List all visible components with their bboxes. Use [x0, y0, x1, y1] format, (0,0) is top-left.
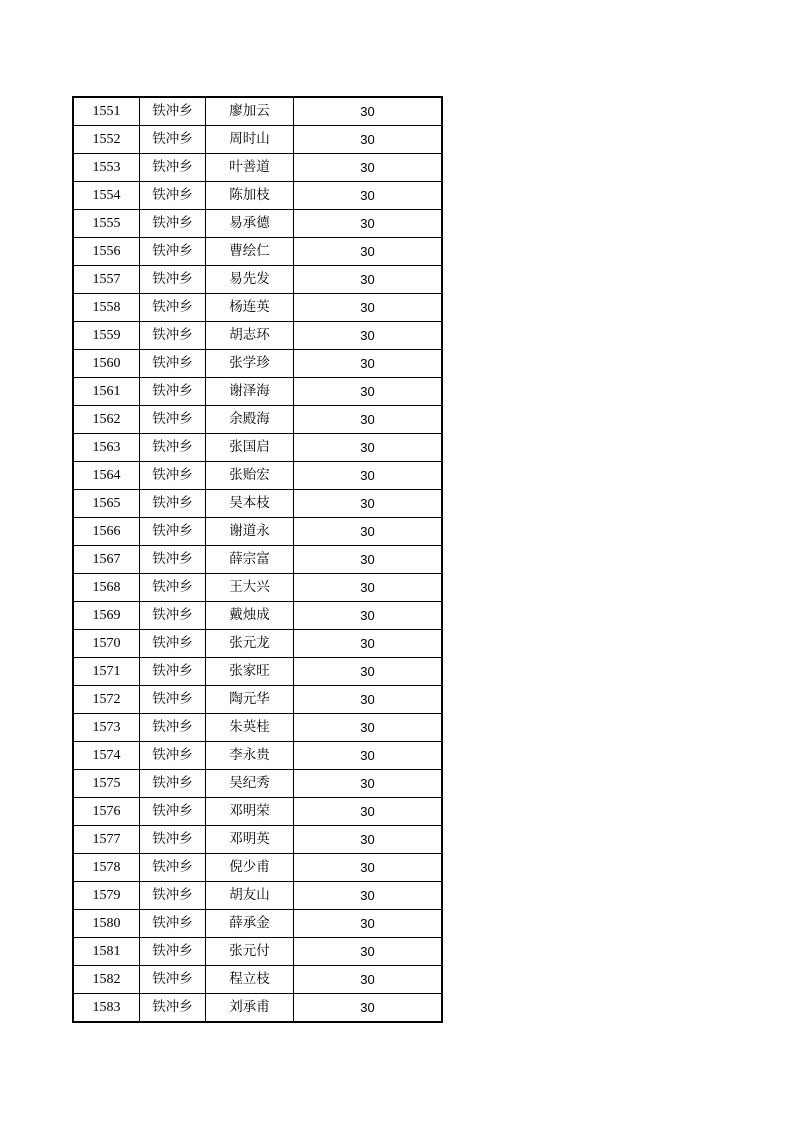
- cell-number: 1575: [73, 770, 140, 798]
- cell-number: 1579: [73, 882, 140, 910]
- cell-township: 铁冲乡: [140, 882, 206, 910]
- cell-township: 铁冲乡: [140, 826, 206, 854]
- roster-table: [72, 96, 443, 1023]
- cell-number: 1582: [73, 966, 140, 994]
- cell-name: 张国启: [206, 434, 294, 462]
- table-row: [73, 714, 442, 742]
- cell-number: 1562: [73, 406, 140, 434]
- cell-number: 1583: [73, 994, 140, 1023]
- cell-amount: 30: [294, 798, 443, 826]
- table-row: [73, 97, 442, 126]
- cell-name: 吴纪秀: [206, 770, 294, 798]
- cell-name: 吴本枝: [206, 490, 294, 518]
- cell-name: 陶元华: [206, 686, 294, 714]
- table-row: [73, 770, 442, 798]
- cell-township: 铁冲乡: [140, 910, 206, 938]
- cell-township: 铁冲乡: [140, 994, 206, 1023]
- cell-name: 余殿海: [206, 406, 294, 434]
- cell-amount: 30: [294, 854, 443, 882]
- cell-amount: 30: [294, 826, 443, 854]
- cell-township: 铁冲乡: [140, 182, 206, 210]
- roster-body: [73, 97, 442, 1022]
- table-row: [73, 434, 442, 462]
- cell-name: 周时山: [206, 126, 294, 154]
- cell-number: 1576: [73, 798, 140, 826]
- table-row: [73, 490, 442, 518]
- cell-name: 陈加枝: [206, 182, 294, 210]
- table-row: [73, 154, 442, 182]
- cell-township: 铁冲乡: [140, 798, 206, 826]
- cell-number: 1559: [73, 322, 140, 350]
- cell-township: 铁冲乡: [140, 406, 206, 434]
- cell-township: 铁冲乡: [140, 490, 206, 518]
- cell-amount: 30: [294, 266, 443, 294]
- cell-number: 1577: [73, 826, 140, 854]
- cell-number: 1567: [73, 546, 140, 574]
- cell-name: 叶善道: [206, 154, 294, 182]
- cell-amount: 30: [294, 966, 443, 994]
- cell-name: 王大兴: [206, 574, 294, 602]
- cell-township: 铁冲乡: [140, 462, 206, 490]
- cell-number: 1557: [73, 266, 140, 294]
- cell-township: 铁冲乡: [140, 294, 206, 322]
- cell-township: 铁冲乡: [140, 686, 206, 714]
- table-row: [73, 630, 442, 658]
- cell-amount: 30: [294, 462, 443, 490]
- table-row: [73, 266, 442, 294]
- cell-name: 张家旺: [206, 658, 294, 686]
- cell-township: 铁冲乡: [140, 97, 206, 126]
- cell-number: 1556: [73, 238, 140, 266]
- cell-township: 铁冲乡: [140, 546, 206, 574]
- cell-township: 铁冲乡: [140, 126, 206, 154]
- cell-amount: 30: [294, 518, 443, 546]
- table-row: [73, 294, 442, 322]
- table-row: [73, 910, 442, 938]
- cell-township: 铁冲乡: [140, 742, 206, 770]
- cell-township: 铁冲乡: [140, 714, 206, 742]
- table-row: [73, 602, 442, 630]
- cell-amount: 30: [294, 602, 443, 630]
- cell-name: 谢道永: [206, 518, 294, 546]
- cell-number: 1555: [73, 210, 140, 238]
- cell-name: 戴烛成: [206, 602, 294, 630]
- cell-amount: 30: [294, 574, 443, 602]
- cell-name: 朱英桂: [206, 714, 294, 742]
- cell-township: 铁冲乡: [140, 434, 206, 462]
- table-row: [73, 938, 442, 966]
- cell-township: 铁冲乡: [140, 658, 206, 686]
- cell-name: 易先发: [206, 266, 294, 294]
- table-row: [73, 826, 442, 854]
- cell-township: 铁冲乡: [140, 154, 206, 182]
- cell-township: 铁冲乡: [140, 238, 206, 266]
- cell-number: 1565: [73, 490, 140, 518]
- cell-name: 张元龙: [206, 630, 294, 658]
- cell-name: 胡友山: [206, 882, 294, 910]
- cell-name: 胡志环: [206, 322, 294, 350]
- table-row: [73, 882, 442, 910]
- table-row: [73, 126, 442, 154]
- cell-amount: 30: [294, 938, 443, 966]
- cell-township: 铁冲乡: [140, 574, 206, 602]
- cell-township: 铁冲乡: [140, 266, 206, 294]
- cell-amount: 30: [294, 714, 443, 742]
- cell-name: 曹绘仁: [206, 238, 294, 266]
- cell-name: 李永贵: [206, 742, 294, 770]
- cell-township: 铁冲乡: [140, 518, 206, 546]
- cell-amount: 30: [294, 154, 443, 182]
- table-row: [73, 546, 442, 574]
- cell-name: 张学珍: [206, 350, 294, 378]
- cell-number: 1573: [73, 714, 140, 742]
- cell-amount: 30: [294, 434, 443, 462]
- cell-amount: 30: [294, 490, 443, 518]
- cell-township: 铁冲乡: [140, 770, 206, 798]
- cell-township: 铁冲乡: [140, 966, 206, 994]
- cell-township: 铁冲乡: [140, 630, 206, 658]
- table-row: [73, 238, 442, 266]
- cell-amount: 30: [294, 294, 443, 322]
- cell-number: 1554: [73, 182, 140, 210]
- cell-number: 1566: [73, 518, 140, 546]
- cell-number: 1570: [73, 630, 140, 658]
- cell-amount: 30: [294, 378, 443, 406]
- cell-amount: 30: [294, 182, 443, 210]
- table-row: [73, 742, 442, 770]
- cell-amount: 30: [294, 210, 443, 238]
- cell-name: 薛承金: [206, 910, 294, 938]
- cell-name: 程立枝: [206, 966, 294, 994]
- table-row: [73, 658, 442, 686]
- cell-amount: 30: [294, 406, 443, 434]
- cell-amount: 30: [294, 238, 443, 266]
- table-row: [73, 322, 442, 350]
- cell-number: 1560: [73, 350, 140, 378]
- cell-amount: 30: [294, 770, 443, 798]
- cell-name: 邓明荣: [206, 798, 294, 826]
- cell-number: 1571: [73, 658, 140, 686]
- cell-number: 1569: [73, 602, 140, 630]
- cell-name: 刘承甫: [206, 994, 294, 1023]
- cell-amount: 30: [294, 882, 443, 910]
- cell-township: 铁冲乡: [140, 854, 206, 882]
- table-row: [73, 574, 442, 602]
- cell-township: 铁冲乡: [140, 322, 206, 350]
- cell-amount: 30: [294, 546, 443, 574]
- cell-amount: 30: [294, 994, 443, 1023]
- table-row: [73, 378, 442, 406]
- table-row: [73, 350, 442, 378]
- cell-amount: 30: [294, 686, 443, 714]
- cell-amount: 30: [294, 658, 443, 686]
- cell-number: 1563: [73, 434, 140, 462]
- cell-name: 易承德: [206, 210, 294, 238]
- cell-amount: 30: [294, 630, 443, 658]
- cell-number: 1552: [73, 126, 140, 154]
- cell-amount: 30: [294, 126, 443, 154]
- cell-number: 1574: [73, 742, 140, 770]
- table-row: [73, 462, 442, 490]
- cell-number: 1580: [73, 910, 140, 938]
- cell-township: 铁冲乡: [140, 210, 206, 238]
- cell-number: 1578: [73, 854, 140, 882]
- cell-township: 铁冲乡: [140, 378, 206, 406]
- table-row: [73, 686, 442, 714]
- table-row: [73, 994, 442, 1023]
- cell-name: 杨连英: [206, 294, 294, 322]
- cell-amount: 30: [294, 350, 443, 378]
- table-row: [73, 966, 442, 994]
- table-row: [73, 518, 442, 546]
- cell-number: 1564: [73, 462, 140, 490]
- cell-amount: 30: [294, 97, 443, 126]
- table-row: [73, 210, 442, 238]
- cell-name: 谢泽海: [206, 378, 294, 406]
- cell-number: 1551: [73, 97, 140, 126]
- cell-number: 1558: [73, 294, 140, 322]
- cell-number: 1572: [73, 686, 140, 714]
- cell-number: 1561: [73, 378, 140, 406]
- cell-amount: 30: [294, 322, 443, 350]
- cell-township: 铁冲乡: [140, 602, 206, 630]
- cell-number: 1553: [73, 154, 140, 182]
- cell-number: 1581: [73, 938, 140, 966]
- cell-name: 邓明英: [206, 826, 294, 854]
- cell-township: 铁冲乡: [140, 938, 206, 966]
- cell-name: 张元付: [206, 938, 294, 966]
- table-row: [73, 182, 442, 210]
- cell-name: 廖加云: [206, 97, 294, 126]
- table-row: [73, 854, 442, 882]
- cell-amount: 30: [294, 910, 443, 938]
- cell-township: 铁冲乡: [140, 350, 206, 378]
- cell-name: 倪少甫: [206, 854, 294, 882]
- cell-name: 张贻宏: [206, 462, 294, 490]
- cell-amount: 30: [294, 742, 443, 770]
- table-row: [73, 406, 442, 434]
- cell-number: 1568: [73, 574, 140, 602]
- table-row: [73, 798, 442, 826]
- cell-name: 薛宗富: [206, 546, 294, 574]
